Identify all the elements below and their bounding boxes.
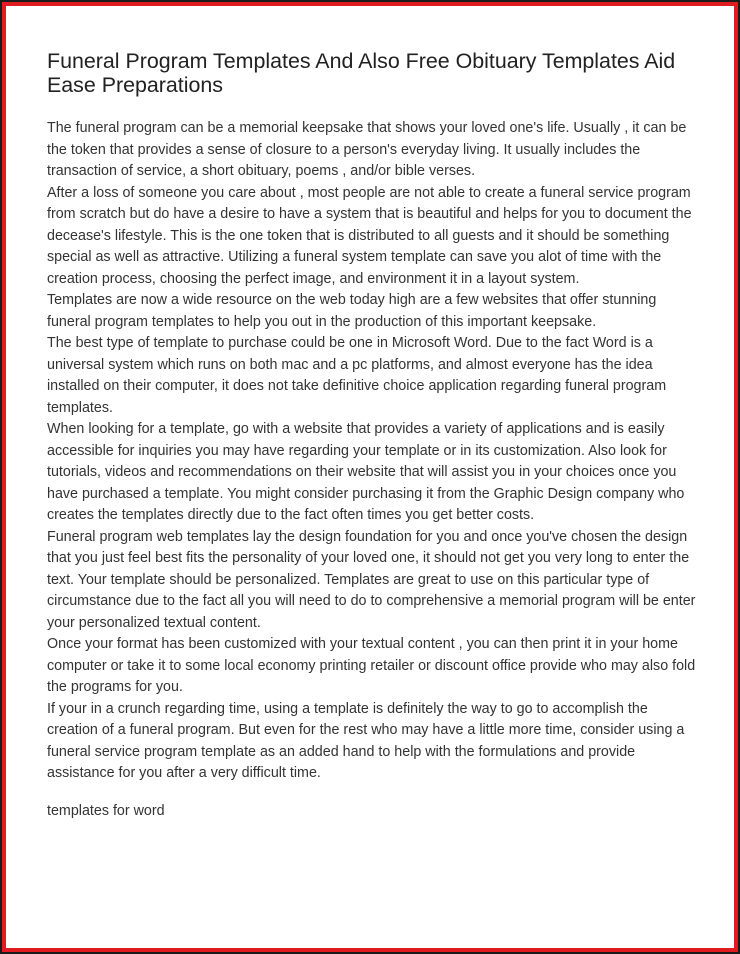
paragraph-8: If your in a crunch regarding time, using a template is definitely the way to go to accomplish the creation of a funeral program. But even for the rest who may have a little more time, consider using a funeral service program template as an added hand to help with the formulations and provide assistance for you after a very difficult time. xyxy=(47,700,685,781)
paragraph-6: Funeral program web templates lay the design foundation for you and once you've chosen the design that you just feel best fits the personality of your loved one, it should not get you very long to enter the text. Your template should be personalized. Templates are great to use on this particular type of circumstance due to the fact all you will need to do to comprehensive a memorial program will be enter your personalized textual content. xyxy=(47,528,696,631)
paragraph-5: When looking for a template, go with a website that provides a variety of applications and is easily accessible for inquiries you may have regarding your template or in its customization. Also look for tutorials, videos and recommendations on their website that will assist you in your choices once you have purchased a template. You might consider purchasing it from the Graphic Design company who creates the templates directly due to the fact often times you get better costs. xyxy=(47,421,685,523)
page-title: Funeral Program Templates And Also Free Obituary Templates Aid Ease Preparations xyxy=(47,49,676,97)
paragraph-2: After a loss of someone you care about , most people are not able to create a funeral service program from scratch but do have a desire to have a system that is beautiful and helps for you to document the decease's lifestyle. This is the one token that is distributed to all guests and it should be something special as well as attractive. Utilizing a funeral system template can save you alot of time with the creation process, choosing the perfect image, and environment it in a layout system. xyxy=(47,184,692,287)
tag-templates-for-word: templates for word xyxy=(47,802,165,819)
paragraph-3: Templates are now a wide resource on the web today high are a few websites that offer stunning funeral program templates to help you out in the production of this important keepsake. xyxy=(47,292,657,330)
paragraph-4: The best type of template to purchase could be one in Microsoft Word. Due to the fact Word is a universal system which runs on both mac and a pc platforms, and almost everyone has the idea installed on their computer, it does not take definitive choice application regarding funeral program templates. xyxy=(47,335,667,416)
paragraph-1: The funeral program can be a memorial keepsake that shows your loved one's life. Usually , it can be the token that provides a sense of closure to a person's everyday living. It usually includes the transaction of service, a short obituary, poems , and/or bible verses. xyxy=(47,120,687,179)
paragraph-7: Once your format has been customized with your textual content , you can then print it in your home computer or take it to some local economy printing retailer or discount office provide who may also fold the programs for you. xyxy=(47,636,696,695)
article-body xyxy=(47,118,697,785)
red-border-frame xyxy=(2,2,738,952)
document-content xyxy=(47,49,697,822)
